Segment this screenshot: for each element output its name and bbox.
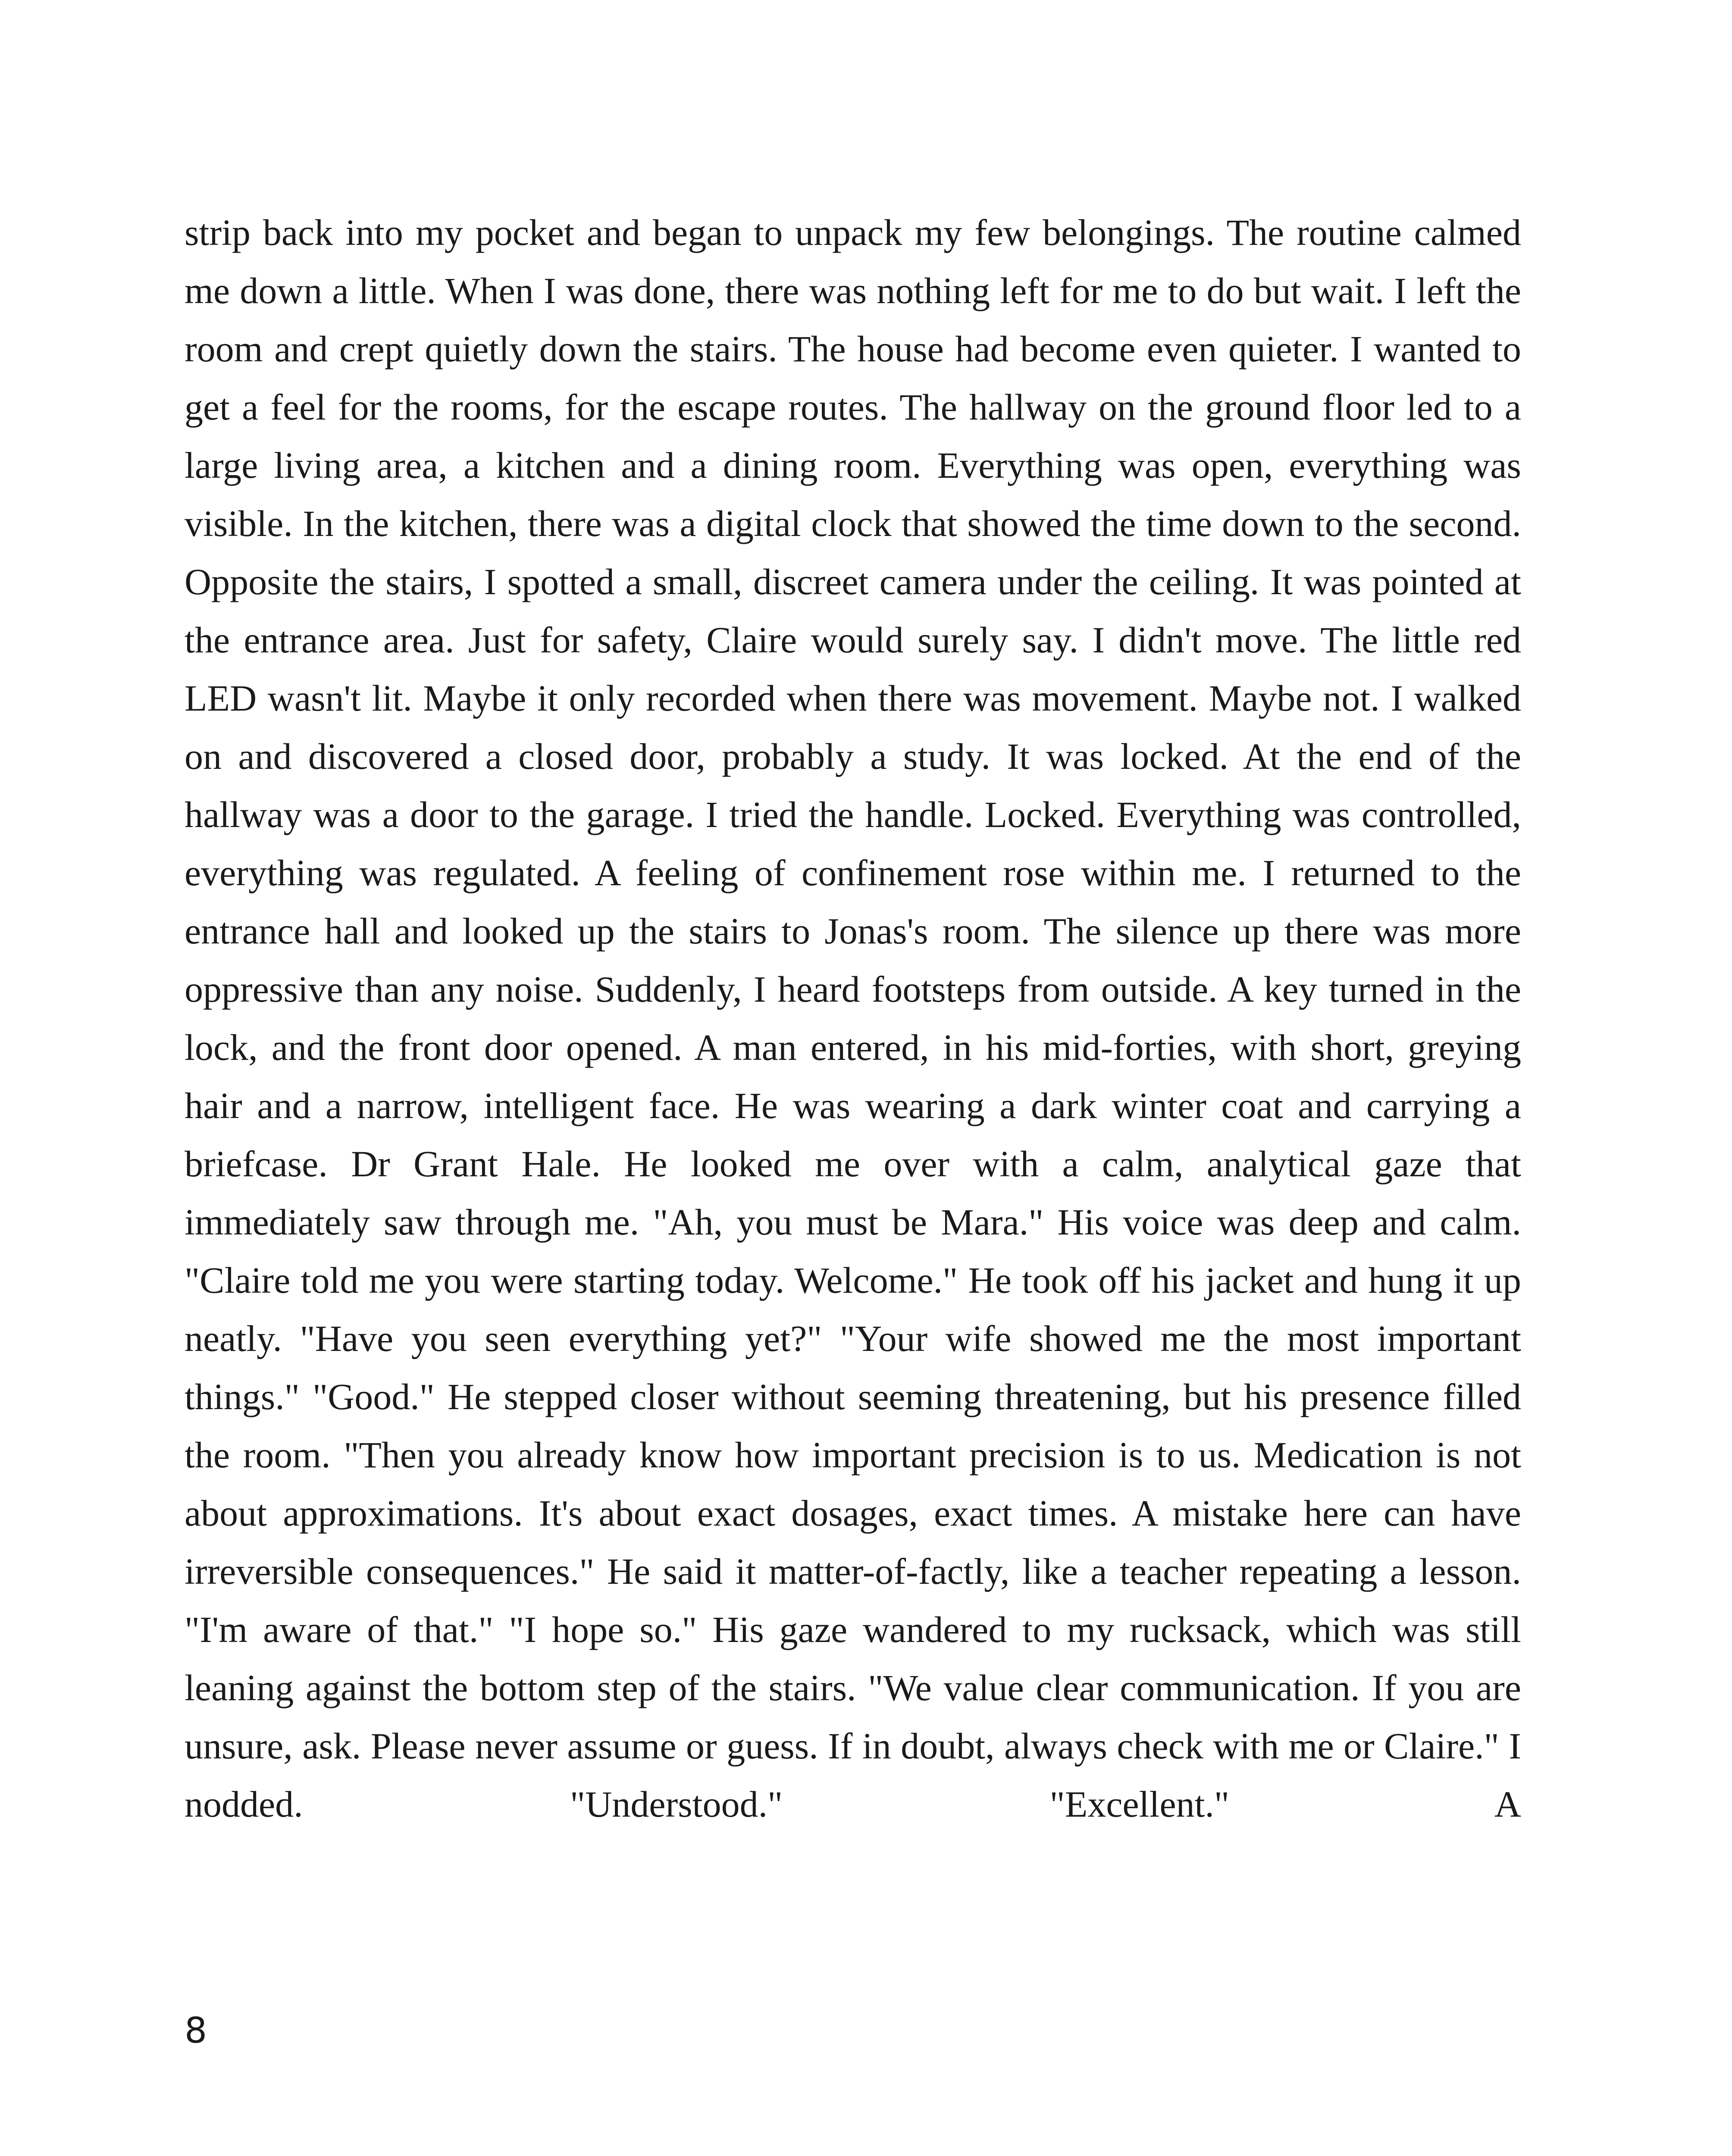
page-number: 8 — [185, 2010, 207, 2051]
body-text-paragraph: strip back into my pocket and began to unpack my few belongings. The routine calmed me down a little. When I was done, there was nothing left for me to do but wait. I left the room and crept quietly down the stairs. The house had become even quieter. I wanted to get a feel for the rooms, for the escape routes. The hallway on the ground floor led to a large living area, a kitchen and a dining room. Everything was open, everything was visible. In the kitchen, there was a digital clock that showed the time down to the second. Opposite the stairs, I spotted a small, discreet camera under the ceiling. It was pointed at the entrance area. Just for safety, Claire would surely say. I didn't move. The little red LED wasn't lit. Maybe it only recorded when there was movement. Maybe not. I walked on and discovered a closed door, probably a study. It was locked. At the end of the hallway was a door to the garage. I tried the handle. Locked. Everything was controlled, everything was regulated. A feeling of confinement rose within me. I returned to the entrance hall and looked up the stairs to Jonas's room. The silence up there was more oppressive than any noise. Suddenly, I heard footsteps from outside. A key turned in the lock, and the front door opened. A man entered, in his mid-forties, with short, greying hair and a narrow, intelligent face. He was wearing a dark winter coat and carrying a briefcase. Dr Grant Hale. He looked me over with a calm, analytical gaze that immediately saw through me. "Ah, you must be Mara." His voice was deep and calm. "Claire told me you were starting today. Welcome." He took off his jacket and hung it up neatly. "Have you seen everything yet?" "Your wife showed me the most important things." "Good." He stepped closer without seeming threatening, but his presence filled the room. "Then you already know how important precision is to us. Medication is not about approximations. It's about exact dosages, exact times. A mistake here can have irreversible consequences." He said it matter-of-factly, like a teacher repeating a lesson. "I'm aware of that." "I hope so." His gaze wandered to my rucksack, which was still leaning against the bottom step of the stairs. "We value clear communication. If you are unsure, ask. Please never assume or guess. If in doubt, always check with me or Claire." I nodded. "Understood." "Excellent." A — [185, 212, 1521, 1825]
